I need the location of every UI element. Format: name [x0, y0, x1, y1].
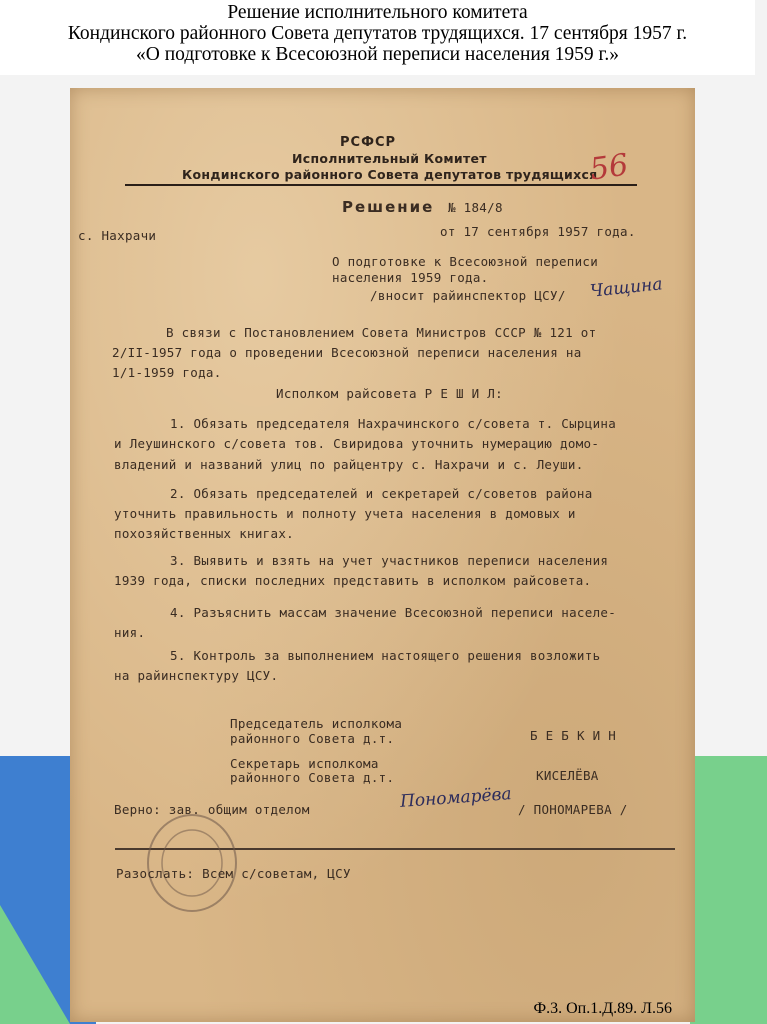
chair-title-1: Председатель исполкома: [230, 716, 403, 731]
title-line-2: Кондинского районного Совета депутатов трудящихся. 17 сентября 1957 г.: [67, 23, 688, 44]
doc-header-committee: Исполнительный Комитет: [292, 151, 487, 166]
p5-line-2: на райинспектуру ЦСУ.: [114, 668, 279, 683]
distribution-line: Разослать: Всем с/советам, ЦСУ: [116, 866, 351, 881]
chair-title-2: районного Совета д.т.: [230, 731, 395, 746]
secretary-name: КИСЕЛЁВА: [536, 768, 599, 783]
subject-line-3: /вносит райинспектор ЦСУ/: [370, 288, 566, 303]
p1-line-2: и Леушинского с/совета тов. Свиридова уточнить нумерацию домо-: [114, 436, 600, 451]
doc-header-council: Кондинского районного Совета депутатов трудящихся: [182, 167, 598, 182]
secretary-title-2: районного Совета д.т.: [230, 770, 395, 785]
chair-name: Б Е Б К И Н: [530, 728, 617, 743]
subject-line-1: О подготовке к Всесоюзной переписи: [332, 254, 599, 269]
decision-label: Решение: [342, 198, 435, 216]
secretary-title-1: Секретарь исполкома: [230, 756, 379, 771]
p2-line-1: 2. Обязать председателей и секретарей с/советов района: [170, 486, 593, 501]
subject-line-2: населения 1959 года.: [332, 270, 489, 285]
true-copy-signature: Пономарёва: [399, 784, 513, 812]
title-line-3: «О подготовке к Всесоюзной переписи населения 1959 г.»: [136, 44, 619, 65]
doc-header-rsfsr: РСФСР: [340, 135, 397, 150]
p1-line-1: 1. Обязать председателя Нахрачинского с/совета т. Сырцина: [170, 416, 617, 431]
true-copy-name: / ПОНОМАРЕВА /: [518, 802, 628, 817]
p1-line-3: владений и названий улиц по райцентру с. Нахрачи и с. Леуши.: [114, 457, 584, 472]
intro-line-3: 1/1-1959 года.: [112, 365, 222, 380]
decorative-green-triangle: [0, 905, 70, 1024]
slide-title: [0, 0, 755, 75]
header-rule: [125, 184, 637, 186]
resolved-heading: Исполком райсовета Р Е Ш И Л:: [276, 386, 503, 401]
decision-number: № 184/8: [448, 200, 503, 215]
intro-line-1: В связи с Постановлением Совета Министров СССР № 121 от: [166, 325, 597, 340]
p2-line-3: похозяйственных книгах.: [114, 526, 294, 541]
title-line-1: Решение исполнительного комитета: [227, 2, 528, 23]
p2-line-2: уточнить правильность и полноту учета населения в домовых и: [114, 506, 576, 521]
p3-line-2: 1939 года, списки последних представить в исполком райсовета.: [114, 573, 592, 588]
p4-line-1: 4. Разъяснить массам значение Всесоюзной переписи населе-: [170, 605, 617, 620]
p3-line-1: 3. Выявить и взять на учет участников переписи населения: [170, 553, 609, 568]
intro-line-2: 2/II-1957 года о проведении Всесоюзной переписи населения на: [112, 345, 582, 360]
handwritten-name: Чащина: [589, 274, 664, 302]
place: с. Нахрачи: [78, 228, 157, 243]
true-copy-label: Верно: зав. общим отделом: [114, 802, 310, 817]
p4-line-2: ния.: [114, 625, 146, 640]
decorative-green-block: [690, 756, 767, 1024]
page-number-mark: 56: [587, 147, 631, 188]
archive-reference: Ф.3. Оп.1.Д.89. Л.56: [533, 1000, 672, 1017]
archival-document: [70, 88, 695, 1022]
p5-line-1: 5. Контроль за выполнением настоящего решения возложить: [170, 648, 601, 663]
round-stamp: [142, 808, 242, 918]
decision-date: от 17 сентября 1957 года.: [440, 224, 636, 239]
